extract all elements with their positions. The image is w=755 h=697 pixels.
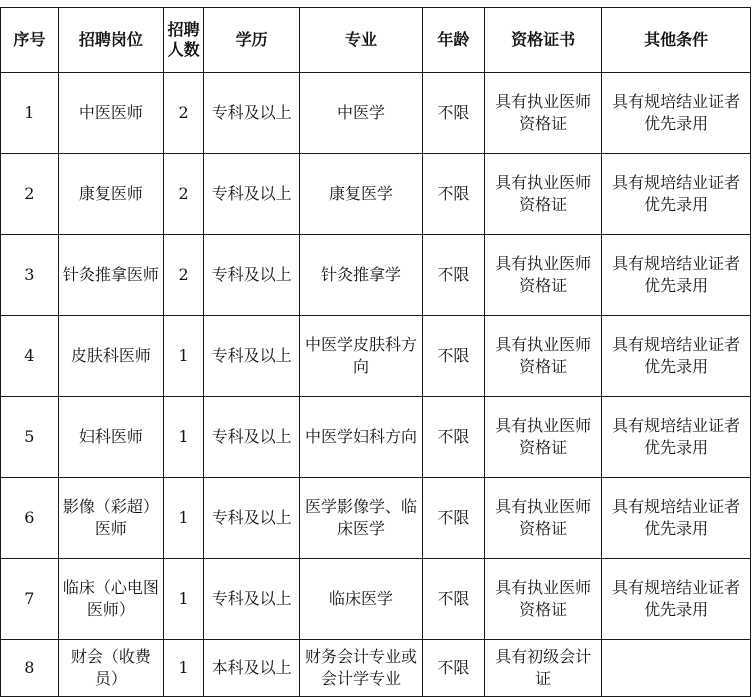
cell-position: 针灸推拿医师: [58, 235, 163, 316]
header-education: 学历: [204, 8, 300, 73]
cell-age: 不限: [422, 73, 484, 154]
cell-major: 康复医学: [300, 154, 423, 235]
table-row: [1, 316, 751, 397]
cell-other-conditions: 具有规培结业证者优先录用: [602, 559, 751, 640]
cell-certificate: 具有执业医师资格证: [484, 559, 602, 640]
cell-headcount: 1: [163, 478, 203, 559]
cell-position: 财会（收费员）: [58, 640, 163, 697]
table-header-row: [1, 8, 751, 73]
cell-certificate: 具有执业医师资格证: [484, 397, 602, 478]
cell-age: 不限: [422, 559, 484, 640]
cell-education: 专科及以上: [204, 73, 300, 154]
cell-position: 中医医师: [58, 73, 163, 154]
cell-education: 专科及以上: [204, 478, 300, 559]
recruitment-table: [0, 7, 751, 697]
cell-age: 不限: [422, 640, 484, 697]
header-serial-number: 序号: [1, 8, 59, 73]
cell-certificate: 具有执业医师资格证: [484, 235, 602, 316]
cell-position: 影像（彩超）医师: [58, 478, 163, 559]
header-position: 招聘岗位: [58, 8, 163, 73]
cell-serial-number: 8: [1, 640, 59, 697]
cell-headcount: 1: [163, 559, 203, 640]
cell-certificate: 具有执业医师资格证: [484, 154, 602, 235]
cell-position: 皮肤科医师: [58, 316, 163, 397]
cell-other-conditions: 具有规培结业证者优先录用: [602, 73, 751, 154]
cell-other-conditions: [602, 640, 751, 697]
cell-serial-number: 1: [1, 73, 59, 154]
cell-education: 专科及以上: [204, 397, 300, 478]
header-headcount: 招聘人数: [163, 8, 203, 73]
table-row: [1, 397, 751, 478]
cell-major: 财务会计专业或会计学专业: [300, 640, 423, 697]
cell-headcount: 1: [163, 397, 203, 478]
cell-major: 中医学: [300, 73, 423, 154]
cell-serial-number: 2: [1, 154, 59, 235]
header-age: 年龄: [422, 8, 484, 73]
cell-major: 中医学皮肤科方向: [300, 316, 423, 397]
table-row: [1, 640, 751, 697]
cell-serial-number: 7: [1, 559, 59, 640]
cell-age: 不限: [422, 316, 484, 397]
header-other-conditions: 其他条件: [602, 8, 751, 73]
cell-other-conditions: 具有规培结业证者优先录用: [602, 316, 751, 397]
table-row: [1, 73, 751, 154]
cell-education: 专科及以上: [204, 235, 300, 316]
cell-position: 临床（心电图医师）: [58, 559, 163, 640]
cell-headcount: 2: [163, 235, 203, 316]
cell-certificate: 具有初级会计证: [484, 640, 602, 697]
cell-position: 妇科医师: [58, 397, 163, 478]
cell-other-conditions: 具有规培结业证者优先录用: [602, 478, 751, 559]
cell-education: 专科及以上: [204, 154, 300, 235]
cell-certificate: 具有执业医师资格证: [484, 316, 602, 397]
table-row: [1, 235, 751, 316]
cell-other-conditions: 具有规培结业证者优先录用: [602, 235, 751, 316]
cell-position: 康复医师: [58, 154, 163, 235]
cell-education: 专科及以上: [204, 559, 300, 640]
cell-headcount: 1: [163, 316, 203, 397]
cell-serial-number: 5: [1, 397, 59, 478]
cell-education: 本科及以上: [204, 640, 300, 697]
table-row: [1, 154, 751, 235]
cell-education: 专科及以上: [204, 316, 300, 397]
cell-headcount: 2: [163, 73, 203, 154]
cell-serial-number: 4: [1, 316, 59, 397]
header-major: 专业: [300, 8, 423, 73]
cell-age: 不限: [422, 154, 484, 235]
cell-age: 不限: [422, 235, 484, 316]
cell-major: 针灸推拿学: [300, 235, 423, 316]
header-certificate: 资格证书: [484, 8, 602, 73]
cell-serial-number: 3: [1, 235, 59, 316]
cell-age: 不限: [422, 397, 484, 478]
cell-other-conditions: 具有规培结业证者优先录用: [602, 397, 751, 478]
cell-major: 临床医学: [300, 559, 423, 640]
cell-other-conditions: 具有规培结业证者优先录用: [602, 154, 751, 235]
cell-major: 中医学妇科方向: [300, 397, 423, 478]
table-row: [1, 478, 751, 559]
cell-serial-number: 6: [1, 478, 59, 559]
cell-headcount: 2: [163, 154, 203, 235]
table-row: [1, 559, 751, 640]
cell-major: 医学影像学、临床医学: [300, 478, 423, 559]
cell-certificate: 具有执业医师资格证: [484, 478, 602, 559]
cell-certificate: 具有执业医师资格证: [484, 73, 602, 154]
cell-headcount: 1: [163, 640, 203, 697]
cell-age: 不限: [422, 478, 484, 559]
